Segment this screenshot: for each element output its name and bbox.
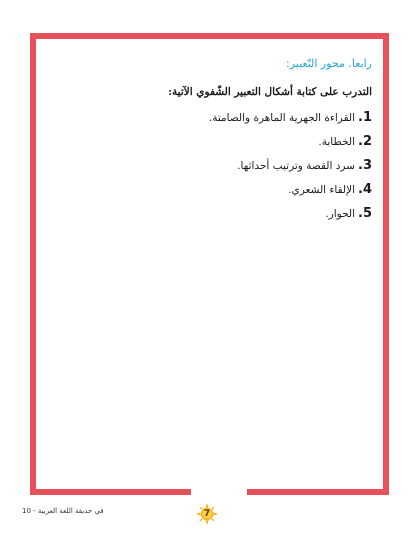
list-item-text: الخطابة. [318,136,355,148]
page-number: 7 [203,509,211,519]
list-item-text: الحوار. [325,208,355,220]
list-item [48,134,372,150]
list-item [48,110,372,126]
list-item [48,182,372,198]
page-content [48,56,372,230]
book-footer: في حديقة اللغة العربية - 10 [22,507,104,515]
section-intro: التدرب على كتابة أشكال التعبير الشّفوي الآتية: [168,86,372,98]
list-item-text: القراءة الجهرية الماهرة والصامتة. [208,112,355,124]
page-border-bottom-right [247,489,389,495]
section-title: رابعا. محور التّعبير: [285,57,372,70]
list-item-text: سرد القصة وترتيب أحداثها. [237,160,355,172]
list-item [48,206,372,222]
list-item-number: 4. [358,182,372,197]
expression-forms-list [48,110,372,222]
list-item-number: 1. [358,110,372,125]
list-item [48,158,372,174]
list-item-number: 3. [358,158,372,173]
page-border-bottom-left [30,489,191,495]
list-item-text: الإلقاء الشعري. [288,184,355,196]
list-item-number: 2. [358,134,372,149]
list-item-number: 5. [358,206,372,221]
